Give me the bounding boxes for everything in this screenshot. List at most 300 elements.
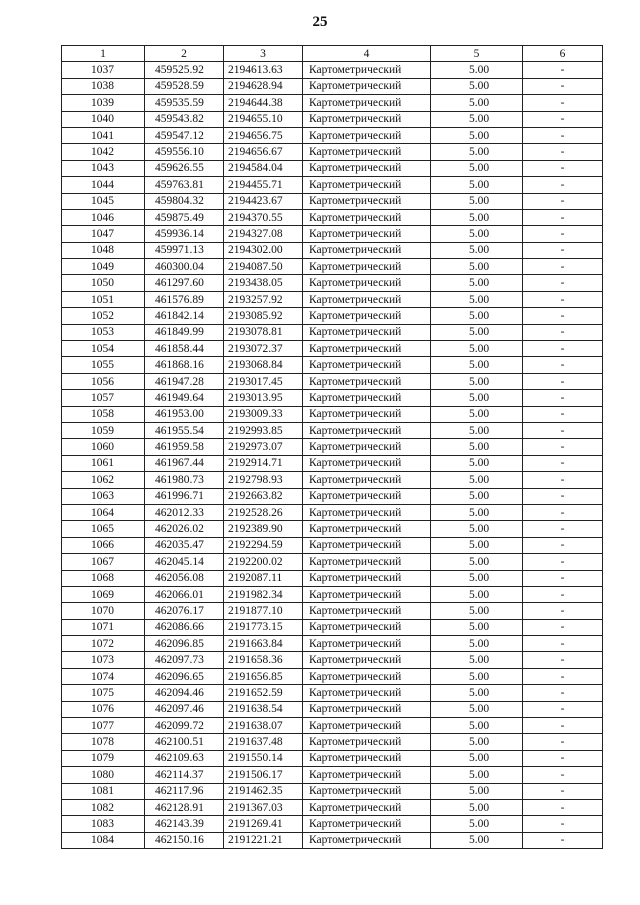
x-coordinate-cell: 459875.49 <box>145 209 224 225</box>
point-number-cell: 1080 <box>62 767 145 783</box>
x-coordinate-cell: 462143.39 <box>145 816 224 832</box>
method-cell: Картометрический <box>303 390 431 406</box>
table-row <box>62 406 603 422</box>
point-number-cell: 1074 <box>62 668 145 684</box>
method-cell: Картометрический <box>303 685 431 701</box>
x-coordinate-cell: 461297.60 <box>145 275 224 291</box>
note-cell: - <box>523 275 603 291</box>
y-coordinate-cell: 2191638.07 <box>224 718 303 734</box>
method-cell: Картометрический <box>303 799 431 815</box>
x-coordinate-cell: 460300.04 <box>145 259 224 275</box>
y-coordinate-cell: 2191773.15 <box>224 619 303 635</box>
method-cell: Картометрический <box>303 619 431 635</box>
table-row <box>62 144 603 160</box>
method-cell: Картометрический <box>303 439 431 455</box>
table-row <box>62 554 603 570</box>
column-header: 4 <box>303 46 431 62</box>
accuracy-cell: 5.00 <box>431 603 523 619</box>
point-number-cell: 1060 <box>62 439 145 455</box>
column-header: 6 <box>523 46 603 62</box>
table-row <box>62 685 603 701</box>
y-coordinate-cell: 2193078.81 <box>224 324 303 340</box>
table-row <box>62 832 603 848</box>
accuracy-cell: 5.00 <box>431 373 523 389</box>
note-cell: - <box>523 406 603 422</box>
method-cell: Картометрический <box>303 832 431 848</box>
accuracy-cell: 5.00 <box>431 783 523 799</box>
y-coordinate-cell: 2192993.85 <box>224 422 303 438</box>
note-cell: - <box>523 390 603 406</box>
x-coordinate-cell: 461842.14 <box>145 308 224 324</box>
note-cell: - <box>523 636 603 652</box>
x-coordinate-cell: 461996.71 <box>145 488 224 504</box>
method-cell: Картометрический <box>303 341 431 357</box>
table-row <box>62 275 603 291</box>
accuracy-cell: 5.00 <box>431 177 523 193</box>
y-coordinate-cell: 2192528.26 <box>224 504 303 520</box>
point-number-cell: 1052 <box>62 308 145 324</box>
table-row <box>62 570 603 586</box>
table-body <box>62 62 603 849</box>
point-number-cell: 1040 <box>62 111 145 127</box>
point-number-cell: 1071 <box>62 619 145 635</box>
y-coordinate-cell: 2192389.90 <box>224 521 303 537</box>
accuracy-cell: 5.00 <box>431 193 523 209</box>
point-number-cell: 1070 <box>62 603 145 619</box>
table-row <box>62 177 603 193</box>
method-cell: Картометрический <box>303 291 431 307</box>
accuracy-cell: 5.00 <box>431 685 523 701</box>
method-cell: Картометрический <box>303 504 431 520</box>
point-number-cell: 1055 <box>62 357 145 373</box>
x-coordinate-cell: 462076.17 <box>145 603 224 619</box>
method-cell: Картометрический <box>303 668 431 684</box>
method-cell: Картометрический <box>303 701 431 717</box>
method-cell: Картометрический <box>303 62 431 78</box>
y-coordinate-cell: 2191638.54 <box>224 701 303 717</box>
x-coordinate-cell: 459763.81 <box>145 177 224 193</box>
point-number-cell: 1039 <box>62 95 145 111</box>
table-row <box>62 373 603 389</box>
point-number-cell: 1079 <box>62 750 145 766</box>
note-cell: - <box>523 439 603 455</box>
accuracy-cell: 5.00 <box>431 718 523 734</box>
point-number-cell: 1051 <box>62 291 145 307</box>
note-cell: - <box>523 455 603 471</box>
point-number-cell: 1056 <box>62 373 145 389</box>
column-header: 5 <box>431 46 523 62</box>
table-row <box>62 603 603 619</box>
y-coordinate-cell: 2191462.35 <box>224 783 303 799</box>
note-cell: - <box>523 308 603 324</box>
x-coordinate-cell: 459528.59 <box>145 78 224 94</box>
method-cell: Картометрический <box>303 78 431 94</box>
note-cell: - <box>523 472 603 488</box>
point-number-cell: 1083 <box>62 816 145 832</box>
y-coordinate-cell: 2194656.67 <box>224 144 303 160</box>
y-coordinate-cell: 2194656.75 <box>224 127 303 143</box>
y-coordinate-cell: 2193017.45 <box>224 373 303 389</box>
accuracy-cell: 5.00 <box>431 636 523 652</box>
method-cell: Картометрический <box>303 767 431 783</box>
method-cell: Картометрический <box>303 603 431 619</box>
method-cell: Картометрический <box>303 127 431 143</box>
note-cell: - <box>523 586 603 602</box>
method-cell: Картометрический <box>303 193 431 209</box>
point-number-cell: 1042 <box>62 144 145 160</box>
y-coordinate-cell: 2193257.92 <box>224 291 303 307</box>
point-number-cell: 1059 <box>62 422 145 438</box>
x-coordinate-cell: 461868.16 <box>145 357 224 373</box>
method-cell: Картометрический <box>303 488 431 504</box>
x-coordinate-cell: 462109.63 <box>145 750 224 766</box>
note-cell: - <box>523 160 603 176</box>
accuracy-cell: 5.00 <box>431 816 523 832</box>
coordinates-table <box>61 45 603 849</box>
x-coordinate-cell: 462117.96 <box>145 783 224 799</box>
table-row <box>62 718 603 734</box>
table-row <box>62 160 603 176</box>
note-cell: - <box>523 750 603 766</box>
method-cell: Картометрический <box>303 177 431 193</box>
method-cell: Картометрический <box>303 160 431 176</box>
y-coordinate-cell: 2191269.41 <box>224 816 303 832</box>
page-number: 25 <box>312 14 328 30</box>
y-coordinate-cell: 2194302.00 <box>224 242 303 258</box>
accuracy-cell: 5.00 <box>431 308 523 324</box>
point-number-cell: 1041 <box>62 127 145 143</box>
table-row <box>62 324 603 340</box>
y-coordinate-cell: 2191982.34 <box>224 586 303 602</box>
note-cell: - <box>523 111 603 127</box>
column-header: 3 <box>224 46 303 62</box>
table-row <box>62 78 603 94</box>
note-cell: - <box>523 291 603 307</box>
method-cell: Картометрический <box>303 308 431 324</box>
method-cell: Картометрический <box>303 259 431 275</box>
table-header-row <box>62 46 603 62</box>
accuracy-cell: 5.00 <box>431 586 523 602</box>
method-cell: Картометрический <box>303 209 431 225</box>
point-number-cell: 1049 <box>62 259 145 275</box>
method-cell: Картометрический <box>303 636 431 652</box>
accuracy-cell: 5.00 <box>431 799 523 815</box>
note-cell: - <box>523 78 603 94</box>
note-cell: - <box>523 685 603 701</box>
method-cell: Картометрический <box>303 455 431 471</box>
note-cell: - <box>523 521 603 537</box>
y-coordinate-cell: 2194370.55 <box>224 209 303 225</box>
x-coordinate-cell: 461849.99 <box>145 324 224 340</box>
y-coordinate-cell: 2194644.38 <box>224 95 303 111</box>
table-row <box>62 521 603 537</box>
y-coordinate-cell: 2194628.94 <box>224 78 303 94</box>
x-coordinate-cell: 461949.64 <box>145 390 224 406</box>
method-cell: Картометрический <box>303 783 431 799</box>
x-coordinate-cell: 461955.54 <box>145 422 224 438</box>
accuracy-cell: 5.00 <box>431 472 523 488</box>
point-number-cell: 1053 <box>62 324 145 340</box>
x-coordinate-cell: 459547.12 <box>145 127 224 143</box>
accuracy-cell: 5.00 <box>431 652 523 668</box>
method-cell: Картометрический <box>303 373 431 389</box>
x-coordinate-cell: 462100.51 <box>145 734 224 750</box>
accuracy-cell: 5.00 <box>431 537 523 553</box>
table-row <box>62 455 603 471</box>
y-coordinate-cell: 2191656.85 <box>224 668 303 684</box>
accuracy-cell: 5.00 <box>431 488 523 504</box>
accuracy-cell: 5.00 <box>431 422 523 438</box>
point-number-cell: 1078 <box>62 734 145 750</box>
y-coordinate-cell: 2192200.02 <box>224 554 303 570</box>
y-coordinate-cell: 2194613.63 <box>224 62 303 78</box>
point-number-cell: 1046 <box>62 209 145 225</box>
point-number-cell: 1063 <box>62 488 145 504</box>
table-row <box>62 209 603 225</box>
x-coordinate-cell: 462096.85 <box>145 636 224 652</box>
x-coordinate-cell: 461953.00 <box>145 406 224 422</box>
point-number-cell: 1061 <box>62 455 145 471</box>
table-row <box>62 619 603 635</box>
y-coordinate-cell: 2191877.10 <box>224 603 303 619</box>
note-cell: - <box>523 62 603 78</box>
accuracy-cell: 5.00 <box>431 357 523 373</box>
table-row <box>62 504 603 520</box>
note-cell: - <box>523 652 603 668</box>
table-row <box>62 111 603 127</box>
note-cell: - <box>523 422 603 438</box>
y-coordinate-cell: 2191652.59 <box>224 685 303 701</box>
y-coordinate-cell: 2193438.05 <box>224 275 303 291</box>
x-coordinate-cell: 459804.32 <box>145 193 224 209</box>
note-cell: - <box>523 193 603 209</box>
column-header: 1 <box>62 46 145 62</box>
table-row <box>62 390 603 406</box>
table-row <box>62 816 603 832</box>
accuracy-cell: 5.00 <box>431 406 523 422</box>
accuracy-cell: 5.00 <box>431 324 523 340</box>
accuracy-cell: 5.00 <box>431 439 523 455</box>
table-row <box>62 341 603 357</box>
table-row <box>62 242 603 258</box>
accuracy-cell: 5.00 <box>431 78 523 94</box>
y-coordinate-cell: 2191221.21 <box>224 832 303 848</box>
table-row <box>62 193 603 209</box>
accuracy-cell: 5.00 <box>431 242 523 258</box>
table-row <box>62 95 603 111</box>
accuracy-cell: 5.00 <box>431 554 523 570</box>
point-number-cell: 1072 <box>62 636 145 652</box>
method-cell: Картометрический <box>303 537 431 553</box>
x-coordinate-cell: 462114.37 <box>145 767 224 783</box>
point-number-cell: 1077 <box>62 718 145 734</box>
y-coordinate-cell: 2191637.48 <box>224 734 303 750</box>
point-number-cell: 1058 <box>62 406 145 422</box>
method-cell: Картометрический <box>303 324 431 340</box>
table-row <box>62 259 603 275</box>
point-number-cell: 1067 <box>62 554 145 570</box>
accuracy-cell: 5.00 <box>431 455 523 471</box>
note-cell: - <box>523 488 603 504</box>
note-cell: - <box>523 767 603 783</box>
table-row <box>62 308 603 324</box>
x-coordinate-cell: 462128.91 <box>145 799 224 815</box>
note-cell: - <box>523 504 603 520</box>
x-coordinate-cell: 459626.55 <box>145 160 224 176</box>
x-coordinate-cell: 462035.47 <box>145 537 224 553</box>
method-cell: Картометрический <box>303 570 431 586</box>
point-number-cell: 1081 <box>62 783 145 799</box>
accuracy-cell: 5.00 <box>431 521 523 537</box>
accuracy-cell: 5.00 <box>431 259 523 275</box>
table-row <box>62 226 603 242</box>
point-number-cell: 1084 <box>62 832 145 848</box>
y-coordinate-cell: 2194327.08 <box>224 226 303 242</box>
note-cell: - <box>523 734 603 750</box>
point-number-cell: 1075 <box>62 685 145 701</box>
y-coordinate-cell: 2192087.11 <box>224 570 303 586</box>
note-cell: - <box>523 783 603 799</box>
point-number-cell: 1066 <box>62 537 145 553</box>
note-cell: - <box>523 259 603 275</box>
y-coordinate-cell: 2191658.36 <box>224 652 303 668</box>
point-number-cell: 1045 <box>62 193 145 209</box>
y-coordinate-cell: 2191663.84 <box>224 636 303 652</box>
table-row <box>62 422 603 438</box>
point-number-cell: 1038 <box>62 78 145 94</box>
note-cell: - <box>523 177 603 193</box>
note-cell: - <box>523 373 603 389</box>
y-coordinate-cell: 2191550.14 <box>224 750 303 766</box>
table-row <box>62 357 603 373</box>
y-coordinate-cell: 2192973.07 <box>224 439 303 455</box>
point-number-cell: 1044 <box>62 177 145 193</box>
note-cell: - <box>523 95 603 111</box>
table-row <box>62 127 603 143</box>
x-coordinate-cell: 462096.65 <box>145 668 224 684</box>
y-coordinate-cell: 2192914.71 <box>224 455 303 471</box>
method-cell: Картометрический <box>303 718 431 734</box>
x-coordinate-cell: 462150.16 <box>145 832 224 848</box>
x-coordinate-cell: 462026.02 <box>145 521 224 537</box>
note-cell: - <box>523 554 603 570</box>
note-cell: - <box>523 799 603 815</box>
note-cell: - <box>523 209 603 225</box>
y-coordinate-cell: 2193068.84 <box>224 357 303 373</box>
point-number-cell: 1050 <box>62 275 145 291</box>
note-cell: - <box>523 127 603 143</box>
table-row <box>62 652 603 668</box>
x-coordinate-cell: 459525.92 <box>145 62 224 78</box>
x-coordinate-cell: 459936.14 <box>145 226 224 242</box>
note-cell: - <box>523 324 603 340</box>
table-row <box>62 291 603 307</box>
method-cell: Картометрический <box>303 357 431 373</box>
table-row <box>62 668 603 684</box>
table-row <box>62 586 603 602</box>
table-row <box>62 767 603 783</box>
method-cell: Картометрический <box>303 226 431 242</box>
note-cell: - <box>523 832 603 848</box>
y-coordinate-cell: 2192294.59 <box>224 537 303 553</box>
method-cell: Картометрический <box>303 275 431 291</box>
point-number-cell: 1069 <box>62 586 145 602</box>
method-cell: Картометрический <box>303 144 431 160</box>
note-cell: - <box>523 603 603 619</box>
note-cell: - <box>523 226 603 242</box>
table-row <box>62 636 603 652</box>
point-number-cell: 1065 <box>62 521 145 537</box>
point-number-cell: 1047 <box>62 226 145 242</box>
method-cell: Картометрический <box>303 472 431 488</box>
y-coordinate-cell: 2194087.50 <box>224 259 303 275</box>
point-number-cell: 1057 <box>62 390 145 406</box>
y-coordinate-cell: 2192798.93 <box>224 472 303 488</box>
x-coordinate-cell: 462097.46 <box>145 701 224 717</box>
accuracy-cell: 5.00 <box>431 127 523 143</box>
note-cell: - <box>523 701 603 717</box>
y-coordinate-cell: 2194423.67 <box>224 193 303 209</box>
method-cell: Картометрический <box>303 242 431 258</box>
y-coordinate-cell: 2193085.92 <box>224 308 303 324</box>
note-cell: - <box>523 341 603 357</box>
point-number-cell: 1064 <box>62 504 145 520</box>
table-row <box>62 62 603 78</box>
method-cell: Картометрический <box>303 95 431 111</box>
method-cell: Картометрический <box>303 406 431 422</box>
x-coordinate-cell: 459971.13 <box>145 242 224 258</box>
note-cell: - <box>523 816 603 832</box>
x-coordinate-cell: 461980.73 <box>145 472 224 488</box>
table-row <box>62 439 603 455</box>
accuracy-cell: 5.00 <box>431 111 523 127</box>
accuracy-cell: 5.00 <box>431 144 523 160</box>
note-cell: - <box>523 537 603 553</box>
point-number-cell: 1048 <box>62 242 145 258</box>
table-row <box>62 472 603 488</box>
table-row <box>62 750 603 766</box>
x-coordinate-cell: 462099.72 <box>145 718 224 734</box>
note-cell: - <box>523 668 603 684</box>
column-header: 2 <box>145 46 224 62</box>
accuracy-cell: 5.00 <box>431 504 523 520</box>
method-cell: Картометрический <box>303 111 431 127</box>
point-number-cell: 1043 <box>62 160 145 176</box>
accuracy-cell: 5.00 <box>431 226 523 242</box>
accuracy-cell: 5.00 <box>431 341 523 357</box>
note-cell: - <box>523 242 603 258</box>
accuracy-cell: 5.00 <box>431 95 523 111</box>
x-coordinate-cell: 461959.58 <box>145 439 224 455</box>
accuracy-cell: 5.00 <box>431 701 523 717</box>
x-coordinate-cell: 462066.01 <box>145 586 224 602</box>
point-number-cell: 1062 <box>62 472 145 488</box>
x-coordinate-cell: 462086.66 <box>145 619 224 635</box>
x-coordinate-cell: 459543.82 <box>145 111 224 127</box>
accuracy-cell: 5.00 <box>431 767 523 783</box>
accuracy-cell: 5.00 <box>431 275 523 291</box>
x-coordinate-cell: 462012.33 <box>145 504 224 520</box>
accuracy-cell: 5.00 <box>431 209 523 225</box>
y-coordinate-cell: 2191506.17 <box>224 767 303 783</box>
method-cell: Картометрический <box>303 816 431 832</box>
table-row <box>62 701 603 717</box>
point-number-cell: 1068 <box>62 570 145 586</box>
accuracy-cell: 5.00 <box>431 291 523 307</box>
method-cell: Картометрический <box>303 554 431 570</box>
x-coordinate-cell: 461947.28 <box>145 373 224 389</box>
note-cell: - <box>523 357 603 373</box>
